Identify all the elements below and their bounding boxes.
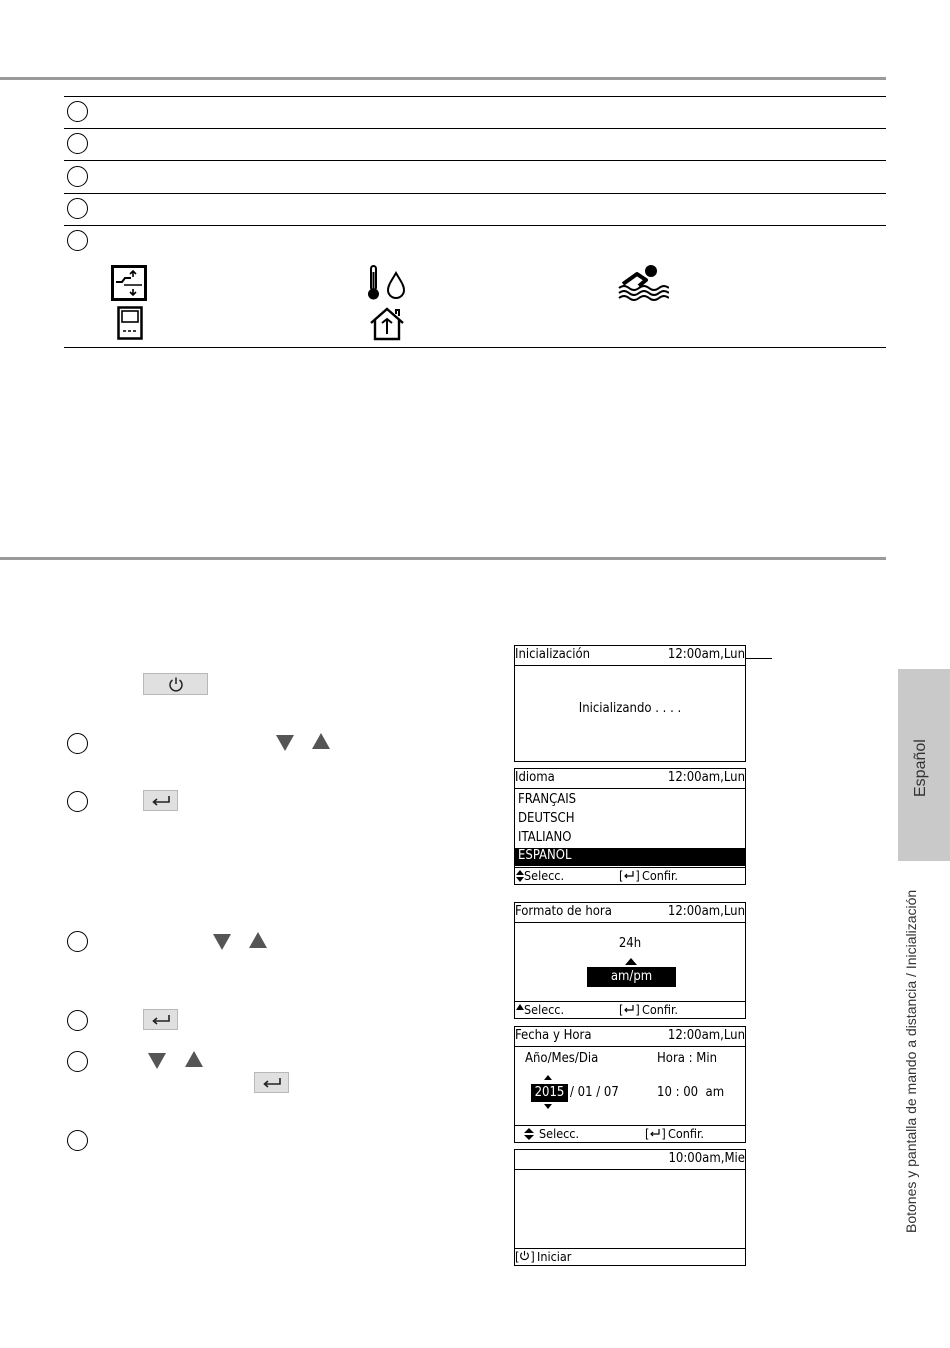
step-marker-5 <box>67 1051 88 1072</box>
footer-confirm-label: Confir. <box>642 1002 678 1017</box>
down-arrow-icon[interactable] <box>276 735 294 751</box>
row-marker-4 <box>67 198 88 219</box>
step-marker-2 <box>67 791 88 812</box>
up-arrow-icon <box>516 1004 524 1010</box>
time-value[interactable]: 10 : 00 am <box>657 1085 725 1100</box>
screen-title: Inicialización <box>515 647 591 662</box>
screen-clock: 12:00am,Lun <box>667 770 745 785</box>
row-marker-3 <box>67 166 88 187</box>
enter-button[interactable] <box>254 1072 289 1093</box>
footer-start-label: Iniciar <box>537 1249 572 1264</box>
language-option-italiano[interactable]: ITALIANO <box>518 830 572 845</box>
language-option-deutsch[interactable]: DEUTSCH <box>518 811 575 826</box>
screen-header <box>515 769 745 789</box>
table-line-3 <box>64 160 886 161</box>
step-marker-1 <box>67 733 88 754</box>
option-24h[interactable]: 24h <box>618 936 642 951</box>
screen-date-time <box>514 1026 746 1143</box>
screen-clock: 12:00am,Lun <box>667 904 745 919</box>
screen-header <box>515 646 745 666</box>
initializing-message: Inicializando . . . . <box>578 701 682 716</box>
screen-footer <box>515 867 745 884</box>
step-marker-6 <box>67 1130 88 1151</box>
up-arrow-icon <box>625 958 637 965</box>
screen-footer <box>515 1001 745 1018</box>
up-arrow-icon[interactable] <box>312 733 330 749</box>
table-line-1 <box>64 96 886 97</box>
power-button[interactable] <box>143 673 208 695</box>
middle-divider <box>0 557 886 560</box>
footer-confirm-label: Confir. <box>668 1126 704 1141</box>
footer-select-label: Selecc. <box>524 1002 565 1017</box>
footer-select-label: Selecc. <box>539 1126 580 1141</box>
language-option-francais[interactable]: FRANÇAIS <box>518 792 577 807</box>
enter-icon <box>150 795 172 807</box>
up-down-arrow-icon <box>523 1128 535 1140</box>
screen-title: Idioma <box>515 770 555 785</box>
callout-line <box>746 658 772 659</box>
room-heating-icon <box>368 306 406 342</box>
enter-button[interactable] <box>143 1009 178 1030</box>
footer-select-label: Selecc. <box>524 868 565 883</box>
down-arrow-icon[interactable] <box>148 1053 166 1069</box>
footer-enter-icon: [ ] <box>619 1002 640 1017</box>
row-marker-2 <box>67 133 88 154</box>
swimming-pool-icon <box>617 262 669 302</box>
table-line-6 <box>64 347 886 348</box>
date-label: Año/Mes/Dia <box>525 1051 599 1066</box>
option-ampm[interactable]: am/pm <box>587 967 676 987</box>
footer-enter-icon: [ ] <box>619 868 640 883</box>
footer-enter-icon: [ ] <box>645 1126 666 1141</box>
enter-button[interactable] <box>143 790 178 811</box>
screen-title: Formato de hora <box>515 904 612 919</box>
section-title-vertical: Botones y pantalla de mando a distancia / Inicialización <box>903 889 919 1233</box>
table-line-4 <box>64 193 886 194</box>
year-value[interactable]: 2015 <box>531 1084 568 1102</box>
screen-time-format <box>514 902 746 1019</box>
hot-water-icon <box>368 264 408 302</box>
down-arrow-icon <box>544 1104 552 1109</box>
row-marker-1 <box>67 101 88 122</box>
month-day-value[interactable]: / 01 / 07 <box>570 1085 619 1100</box>
screen-language <box>514 768 746 885</box>
screen-ready <box>514 1149 746 1266</box>
up-arrow-icon[interactable] <box>185 1051 203 1067</box>
power-icon <box>168 676 184 692</box>
down-arrow-icon[interactable] <box>213 934 231 950</box>
language-tab-label: Español <box>912 739 929 797</box>
enter-icon <box>261 1077 283 1089</box>
heat-exchanger-icon <box>111 265 147 301</box>
screen-clock: 12:00am,Lun <box>667 647 745 662</box>
screen-clock: 12:00am,Lun <box>667 1028 745 1043</box>
screen-clock: 10:00am,Mie <box>668 1151 745 1166</box>
up-arrow-icon[interactable] <box>249 932 267 948</box>
enter-icon <box>150 1014 172 1026</box>
screen-title: Fecha y Hora <box>515 1028 592 1043</box>
language-option-espanol[interactable]: ESPAÑOL <box>515 848 745 866</box>
footer-confirm-label: Confir. <box>642 868 678 883</box>
table-line-2 <box>64 128 886 129</box>
language-tab <box>898 669 950 861</box>
screen-initialization <box>514 645 746 762</box>
screen-header <box>515 903 745 923</box>
top-divider <box>0 77 886 80</box>
up-down-arrow-icon <box>516 870 524 882</box>
screen-header <box>515 1150 745 1170</box>
step-marker-3 <box>67 931 88 952</box>
table-line-5 <box>64 225 886 226</box>
screen-footer <box>515 1125 745 1142</box>
step-marker-4 <box>67 1010 88 1031</box>
remote-controller-icon <box>117 306 143 340</box>
row-marker-5 <box>67 230 88 251</box>
time-label: Hora : Min <box>657 1051 718 1066</box>
screen-header <box>515 1027 745 1047</box>
screen-footer <box>515 1248 745 1265</box>
footer-power-icon: [ ] <box>515 1249 535 1264</box>
up-arrow-icon <box>544 1075 552 1080</box>
